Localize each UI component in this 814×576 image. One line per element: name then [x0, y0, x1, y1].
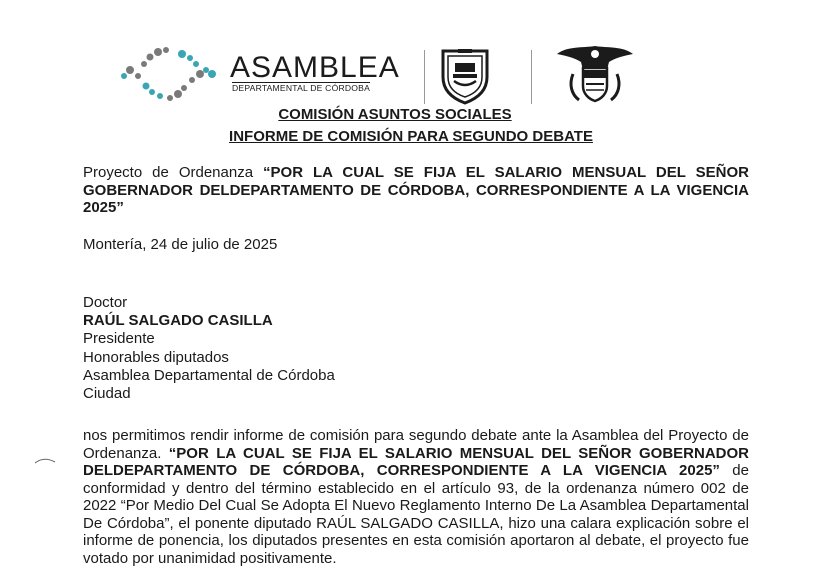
recipient-institution: Asamblea Departamental de Córdoba [83, 366, 335, 384]
project-paragraph [83, 164, 749, 217]
logo-word: ASAMBLEA [230, 51, 400, 84]
recipient-city: Ciudad [83, 385, 131, 403]
asamblea-dots-logo-icon [118, 44, 218, 104]
salutation: Doctor [83, 294, 128, 311]
header-divider-2 [531, 50, 532, 104]
body-rest: de conformidad y dentro del término establecido en el artículo 93, de la ordenanza número 002 de 2022 “Por Medio Del Cual Se Adopta El Nuevo Reglamento Interno De La Asamblea Departamental De Córdoba”, el ponente diputado RAÚL SALGADO CASILLA, hizo una calara explicación sobre el informe de ponencia, los diputados presentes en esta comisión aportaron al debate, el proyecto fue votado por unanimidad positivamente. [83, 462, 749, 567]
date-line: Montería, 24 de julio de 2025 [83, 236, 278, 253]
project-prefix: Proyecto de Ordenanza [83, 164, 264, 181]
recipient-line3: Honorables diputados [83, 348, 229, 366]
recipient-block [83, 294, 335, 403]
recipient-role: Presidente [83, 330, 155, 348]
body-title: “POR LA CUAL SE FIJA EL SALARIO MENSUAL DEL SEÑOR GOBERNADOR DELDEPARTAMENTO DE CÓRDOBA, CORRESPONDIENTE A LA VIGENCIA 2025” [83, 444, 749, 479]
recipient-name: RAÚL SALGADO CASILLA [83, 312, 273, 330]
department-shield-icon [440, 47, 490, 105]
letterhead [0, 0, 814, 108]
committee-name: COMISIÓN ASUNTOS SOCIALES [278, 106, 512, 123]
margin-mark-icon [34, 456, 56, 464]
colombia-coat-of-arms-icon [553, 44, 637, 104]
body-intro: nos permitimos rendir informe de comisión para segundo debate ante la Asamblea del Proyecto de Ordenanza. [83, 427, 749, 462]
report-title: INFORME DE COMISIÓN PARA SEGUNDO DEBATE [229, 128, 593, 145]
header-divider [424, 50, 425, 104]
project-title: “POR LA CUAL SE FIJA EL SALARIO MENSUAL DEL SEÑOR GOBERNADOR DELDEPARTAMENTO DE CÓRDOBA, CORRESPONDIENTE A LA VIGENCIA 2025” [83, 164, 749, 216]
logo-subtitle: DEPARTAMENTAL DE CÓRDOBA [232, 83, 371, 93]
body-paragraph [83, 427, 749, 567]
